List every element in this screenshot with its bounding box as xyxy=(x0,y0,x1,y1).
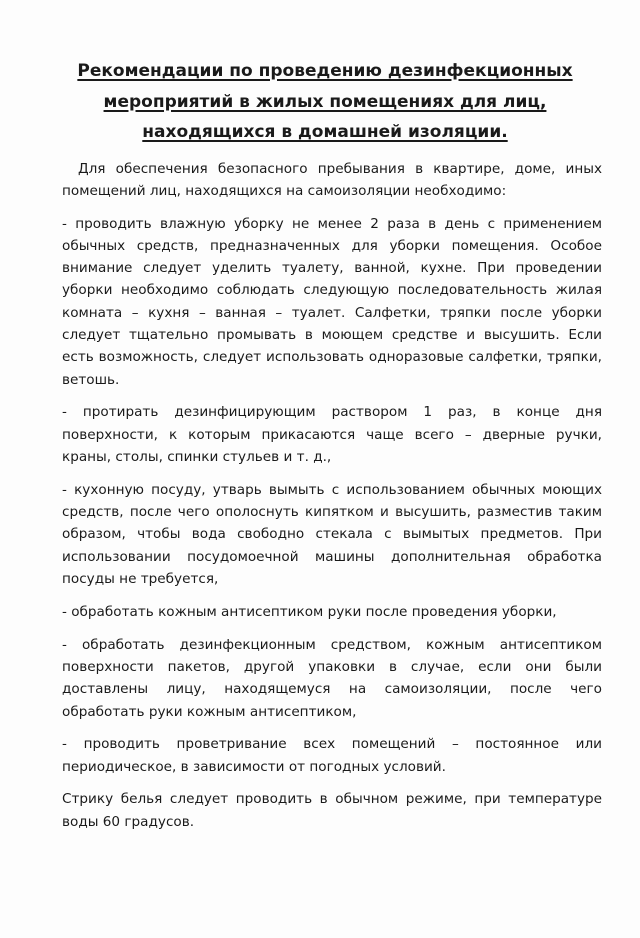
document-title xyxy=(40,56,610,148)
title-line: Рекомендации по проведению дезинфекционных xyxy=(77,61,573,81)
list-item: - обработать дезинфекционным средством, кожным антисептиком поверхности пакетов, другой упаковки в случае, если они были доставлены лицу, находящемуся на самоизоляции, после чего обработать руки кожным антисептиком, xyxy=(62,636,602,720)
list-item: - проводить влажную уборку не менее 2 раза в день с применением обычных средств, предназначенных для уборки помещения. Особое внимание следует уделить туалету, ванной, кухне. При проведении уборки необходимо соблюдать следующую последовательность жилая комната – кухня – ванная – туалет. Салфетки, тряпки после уборки следует тщательно промывать в моющем средстве и высушить. Если есть возможность, следует использовать одноразовые салфетки, тряпки, ветошь. xyxy=(62,215,602,388)
list-item: - кухонную посуду, утварь вымыть с использованием обычных моющих средств, после чего ополоснуть кипятком и высушить, разместив таким образом, чтобы вода свободно стекала с вымытых предметов. При использовании посудомоечной машины дополнительная обработка посуды не требуется, xyxy=(62,481,602,588)
list-item: - проводить проветривание всех помещений – постоянное или периодическое, в зависимости от погодных условий. xyxy=(62,736,602,775)
closing-paragraph: Стрику белья следует проводить в обычном режиме, при температуре воды 60 градусов. xyxy=(62,791,602,830)
intro-paragraph: Для обеспечения безопасного пребывания в квартире, доме, иных помещений лиц, находящихся на самоизоляции необходимо: xyxy=(62,161,602,200)
list-item: - протирать дезинфицирующим раствором 1 раз, в конце дня поверхности, к которым прикасаются чаще всего – дверные ручки, краны, столы, спинки стульев и т. д., xyxy=(62,404,602,466)
title-line: мероприятий в жилых помещениях для лиц, xyxy=(103,91,547,112)
list-item: - обработать кожным антисептиком руки после проведения уборки, xyxy=(62,603,557,620)
document-body xyxy=(62,158,602,833)
title-line: находящихся в домашней изоляции. xyxy=(142,122,508,142)
